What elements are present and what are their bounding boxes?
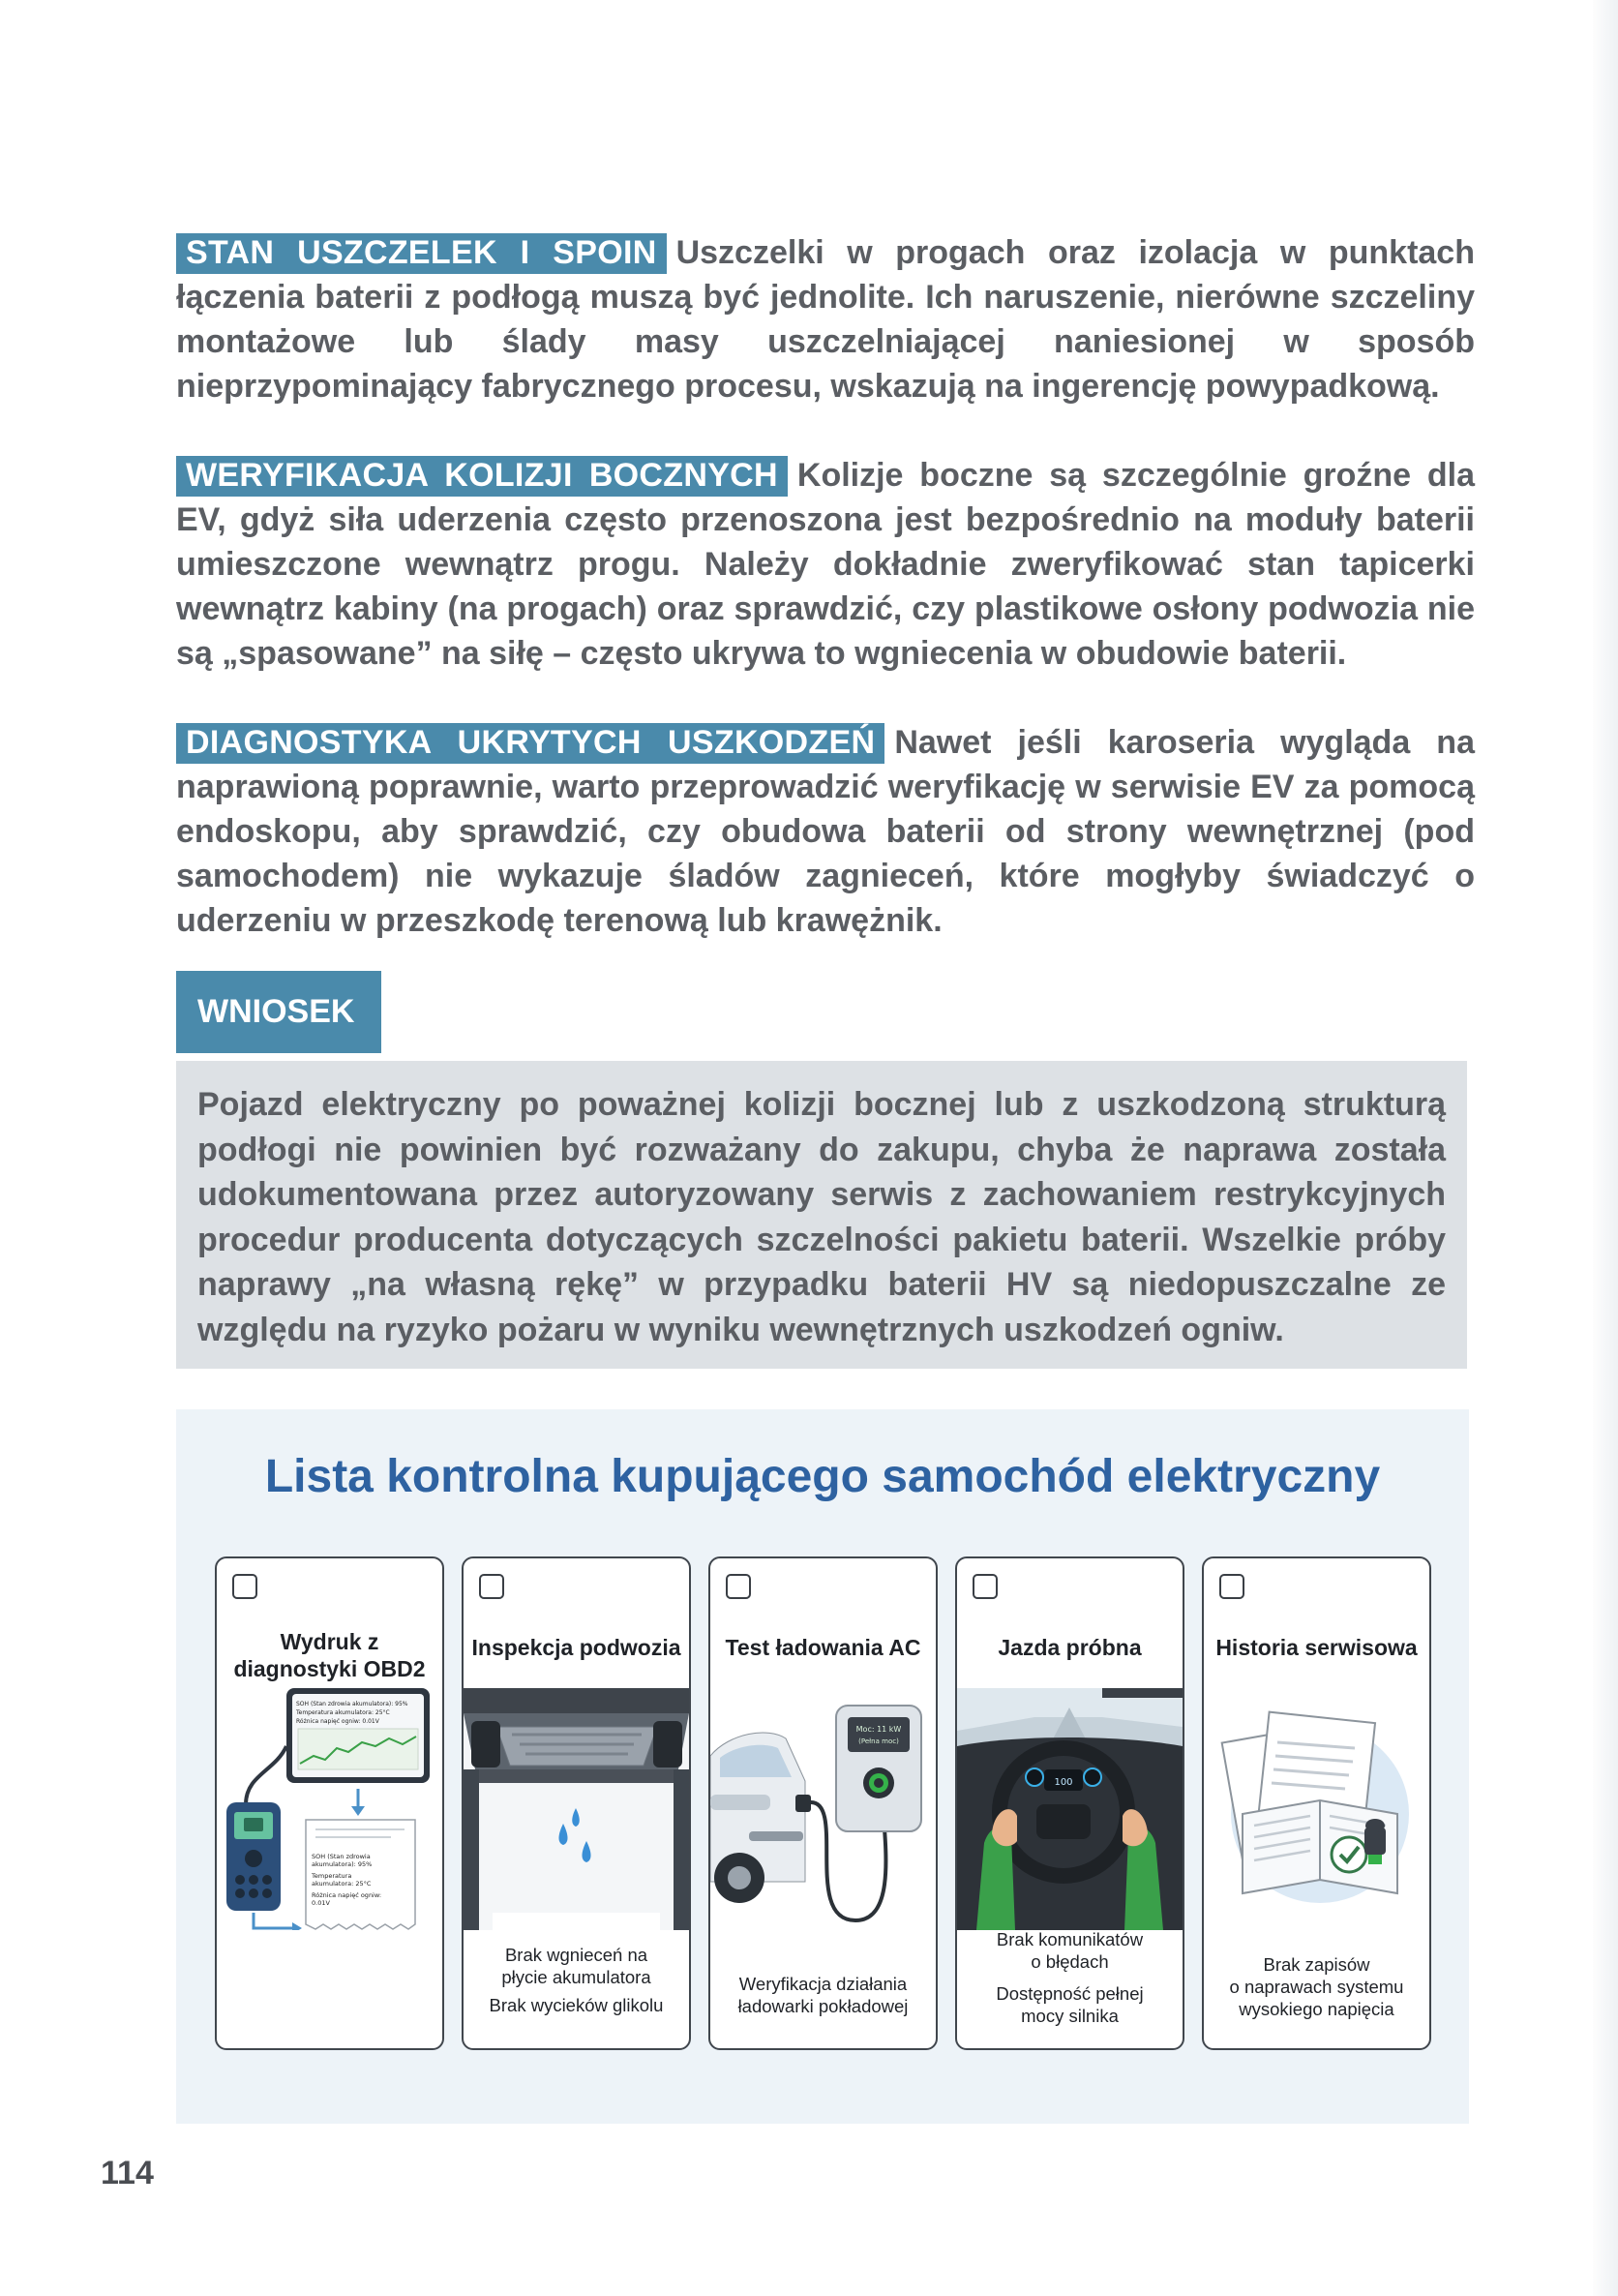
caption-line: Brak wycieków glikolu [489,1995,664,2015]
section-heading: DIAGNOSTYKA UKRYTYCH USZKODZEŃ [176,723,884,764]
caption-line: Brak zapisów [1263,1954,1370,1975]
caption-line: wysokiego napięcia [1239,1999,1394,2019]
caption-line: o naprawach systemu [1229,1977,1404,1997]
section-side-collision [176,453,1475,676]
service-documents-icon [1204,1688,1429,1930]
card-title: Jazda próbna [998,1635,1142,1660]
page-number: 114 [101,2155,154,2191]
screen-line: Temperatura akumulatora: 25°C [296,1709,390,1716]
section-text: Nawet jeśli karoseria wygląda na naprawioną poprawnie, warto przeprowadzić weryfikację w serwisie EV za pomocą endoskopu, aby sprawdzić, czy obudowa baterii od strony wewnętrznej (pod samochodem) nie wykazuje śladów zagnieceń, które mogłyby świadczyć o uderzeniu w przeszkodę terenową lub krawężnik. [176,724,1475,939]
card-test-drive [955,1556,1184,2050]
card-title-line: Wydruk z [280,1629,379,1654]
section-seals [176,230,1475,408]
caption-line: Brak wgnieceń na [504,1945,648,1965]
card-ac-charging [708,1556,938,2050]
card-caption [1210,1953,1423,2020]
steering-wheel-icon [957,1688,1183,1930]
card-underbody [462,1556,691,2050]
card-title: Historia serwisowa [1215,1635,1418,1660]
section-hidden-damage [176,720,1475,943]
obd2-scanner-icon [217,1688,442,1930]
section-text: Uszczelki w progach oraz izolacja w punktach łączenia baterii z podłogą muszą być jednolite. Ich naruszenie, nierówne szczeliny montażowe lub ślady masy uszczelniającej naniesionej w sposób nieprzypominający fabrycznego procesu, wskazują na ingerencję powypadkową. [176,234,1475,405]
card-title [221,1628,438,1682]
caption-line: Dostępność pełnej [996,1983,1144,2004]
card-title: Inspekcja podwozia [471,1635,681,1660]
charger-display-line: (Pełna moc) [858,1737,899,1745]
checkbox[interactable] [1219,1574,1244,1599]
card-caption [963,1928,1177,2027]
page-edge-shadow [1593,0,1618,2296]
charger-display-line: Moc: 11 kW [855,1725,902,1734]
screen-line: Różnica napięć ogniw: 0.01V [296,1718,379,1725]
caption-line: mocy silnika [1021,2006,1119,2026]
card-caption [716,1973,930,2017]
caption-line: Brak komunikatów [996,1929,1144,1949]
card-caption [469,1944,683,2016]
receipt-line: akumulatora): 95% [312,1860,373,1868]
conclusion-box [176,1061,1467,1369]
car-lift-underbody-icon [464,1688,689,1930]
caption-line: płycie akumulatora [501,1967,651,1987]
section-text: Kolizje boczne są szczególnie groźne dla EV, gdyż siła uderzenia często przenoszona jest bezpośrednio na moduły baterii umieszczone wewnątrz progu. Należy dokładnie zweryfikować stan tapicerki wewnątrz kabiny (na progach) oraz sprawdzić, czy plastikowe osłony podwozia nie są „spasowane” na siłę – często ukrywa to wgniecenia w obudowie baterii. [176,457,1475,672]
card-obd2 [215,1556,444,2050]
section-heading: STAN USZCZELEK I SPOIN [176,233,667,274]
screen-line: SOH (Stan zdrowia akumulatora): 95% [296,1701,408,1707]
caption-line: Weryfikacja działania [738,1974,908,1994]
conclusion-heading: WNIOSEK [176,971,381,1053]
card-title: Test ładowania AC [725,1635,921,1660]
card-service-history [1202,1556,1431,2050]
section-heading: WERYFIKACJA KOLIZJI BOCZNYCH [176,456,788,497]
conclusion-text: Pojazd elektryczny po poważnej kolizji bocznej lub z uszkodzoną strukturą podłogi nie powinien być rozważany do zakupu, chyba że naprawa została udokumentowana przez autoryzowany serwis z zachowaniem restrykcyjnych procedur producenta dotyczących szczelności pakietu baterii. Wszelkie próby naprawy „na własną rękę” w przypadku baterii HV są niedopuszczalne ze względu na ryzyko pożaru w wyniku wewnętrznych uszkodzeń ogniw. [197,1086,1446,1348]
receipt-line: akumulatora: 25°C [312,1880,372,1888]
caption-line: ładowarki pokładowej [737,1996,909,2016]
card-title-line: diagnostyki OBD2 [233,1656,426,1681]
receipt-line: 0.01V [312,1899,330,1907]
checkbox[interactable] [232,1574,257,1599]
caption-line: o błędach [1031,1951,1109,1972]
receipt-line: SOH (Stan zdrowia [312,1853,371,1860]
checkbox[interactable] [726,1574,751,1599]
checkbox[interactable] [973,1574,998,1599]
receipt-line: Różnica napięć ogniw: [312,1891,382,1899]
receipt-line: Temperatura [312,1872,352,1880]
speed-readout: 100 [1054,1777,1073,1788]
checkbox[interactable] [479,1574,504,1599]
checklist-panel [176,1409,1469,2124]
checklist-title: Lista kontrolna kupującego samochód elektryczny [264,1451,1381,1502]
ev-charger-icon [710,1688,936,1930]
